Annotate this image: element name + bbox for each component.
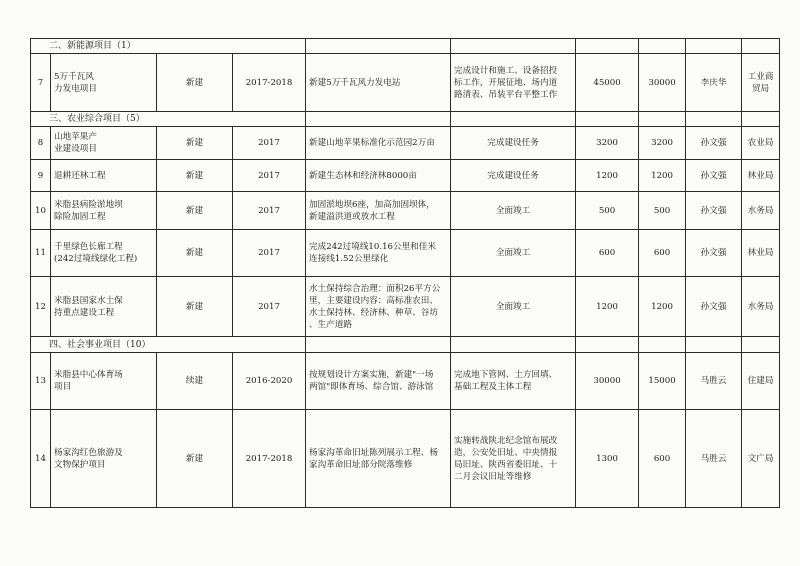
row-no: 10 (31, 192, 51, 230)
section-header-new-energy (31, 39, 780, 54)
project-type: 新建 (157, 230, 233, 277)
responsible-leader: 孙文强 (686, 160, 742, 192)
project-period: 2017 (233, 160, 306, 192)
project-goal: 完成建设任务 (451, 127, 576, 160)
responsible-department: 水务局 (742, 277, 780, 337)
project-type: 新建 (157, 127, 233, 160)
responsible-department: 林业局 (742, 230, 780, 277)
project-name: 米脂县病险淤地坝 除险加固工程 (51, 192, 157, 230)
annual-investment: 600 (639, 410, 686, 508)
total-investment: 500 (576, 192, 639, 230)
annual-investment: 3200 (639, 127, 686, 160)
responsible-department: 文广局 (742, 410, 780, 508)
project-goal: 完成设计和施工、设备招投 标工作，开展征地、场内道 路清表、吊装平台平整工作 (451, 54, 576, 112)
project-type: 新建 (157, 410, 233, 508)
responsible-department: 工业商 贸局 (742, 54, 780, 112)
section-title: 二、新能源项目（1） (31, 39, 306, 54)
project-type: 新建 (157, 54, 233, 112)
responsible-leader: 孙文强 (686, 192, 742, 230)
project-goal: 全面竣工 (451, 277, 576, 337)
section-header-agriculture (31, 112, 780, 127)
project-name: 5万千瓦风 力发电项目 (51, 54, 157, 112)
project-name: 米脂县中心体育场 项目 (51, 353, 157, 410)
project-period: 2017 (233, 230, 306, 277)
project-content: 新建5万千瓦风力发电站 (306, 54, 451, 112)
project-content: 按规划设计方案实施，新建"一场 两馆"即体育场、综合馆、游泳馆 (306, 353, 451, 410)
project-content: 完成242过境线10.16公里和佳米 连接线1.52公里绿化 (306, 230, 451, 277)
project-type: 续建 (157, 353, 233, 410)
responsible-department: 水务局 (742, 192, 780, 230)
responsible-leader: 孙文强 (686, 230, 742, 277)
annual-investment: 1200 (639, 277, 686, 337)
total-investment: 45000 (576, 54, 639, 112)
table-row (31, 353, 780, 410)
responsible-leader: 孙文强 (686, 277, 742, 337)
project-period: 2016-2020 (233, 353, 306, 410)
annual-investment: 30000 (639, 54, 686, 112)
total-investment: 30000 (576, 353, 639, 410)
section-title: 三、农业综合项目（5） (31, 112, 306, 127)
annual-investment: 600 (639, 230, 686, 277)
responsible-department: 住建局 (742, 353, 780, 410)
project-type: 新建 (157, 160, 233, 192)
section-header-social (31, 337, 780, 353)
table-row (31, 230, 780, 277)
project-content: 新建山地苹果标准化示范园2万亩 (306, 127, 451, 160)
project-type: 新建 (157, 277, 233, 337)
project-name: 米脂县国家水土保 持重点建设工程 (51, 277, 157, 337)
project-content: 水土保持综合治理：面积26平方公 里，主要建设内容：高标准农田、 水土保持林、经济林、种草、谷坊 、生产道路 (306, 277, 451, 337)
table-row (31, 192, 780, 230)
table-row (31, 410, 780, 508)
project-table (30, 38, 780, 508)
project-name: 退耕还林工程 (51, 160, 157, 192)
project-goal: 实施转战陕北纪念馆布展改 造，公安处旧址、中央情报 局旧址、陕西省委旧址、十 二月会议旧址等维修 (451, 410, 576, 508)
project-name: 千里绿色长廊工程 (242过境线绿化工程) (51, 230, 157, 277)
project-name: 山地苹果产 业建设项目 (51, 127, 157, 160)
total-investment: 3200 (576, 127, 639, 160)
total-investment: 600 (576, 230, 639, 277)
total-investment: 1300 (576, 410, 639, 508)
responsible-leader: 孙文强 (686, 127, 742, 160)
responsible-department: 林业局 (742, 160, 780, 192)
row-no: 9 (31, 160, 51, 192)
annual-investment: 15000 (639, 353, 686, 410)
responsible-leader: 李庆华 (686, 54, 742, 112)
project-goal: 完成地下管网、土方回填、 基础工程及主体工程 (451, 353, 576, 410)
project-name: 杨家沟红色旅游及 文物保护项目 (51, 410, 157, 508)
project-content: 新建生态林和经济林8000亩 (306, 160, 451, 192)
row-no: 11 (31, 230, 51, 277)
project-type: 新建 (157, 192, 233, 230)
table-row (31, 127, 780, 160)
annual-investment: 500 (639, 192, 686, 230)
row-no: 8 (31, 127, 51, 160)
project-goal: 全面竣工 (451, 192, 576, 230)
project-period: 2017 (233, 127, 306, 160)
total-investment: 1200 (576, 160, 639, 192)
responsible-department: 农业局 (742, 127, 780, 160)
annual-investment: 1200 (639, 160, 686, 192)
project-period: 2017 (233, 192, 306, 230)
project-period: 2017 (233, 277, 306, 337)
project-period: 2017-2018 (233, 54, 306, 112)
row-no: 13 (31, 353, 51, 410)
responsible-leader: 马胜云 (686, 353, 742, 410)
project-goal: 完成建设任务 (451, 160, 576, 192)
project-period: 2017-2018 (233, 410, 306, 508)
table-row (31, 277, 780, 337)
table-row (31, 54, 780, 112)
table-row (31, 160, 780, 192)
total-investment: 1200 (576, 277, 639, 337)
responsible-leader: 马胜云 (686, 410, 742, 508)
row-no: 7 (31, 54, 51, 112)
row-no: 14 (31, 410, 51, 508)
project-content: 杨家沟革命旧址陈列展示工程、杨 家沟革命旧址部分院落维修 (306, 410, 451, 508)
project-goal: 全面竣工 (451, 230, 576, 277)
project-content: 加固淤地坝6座，加高加固坝体， 新建溢洪道或放水工程 (306, 192, 451, 230)
section-title: 四、社会事业项目（10） (31, 337, 306, 353)
row-no: 12 (31, 277, 51, 337)
